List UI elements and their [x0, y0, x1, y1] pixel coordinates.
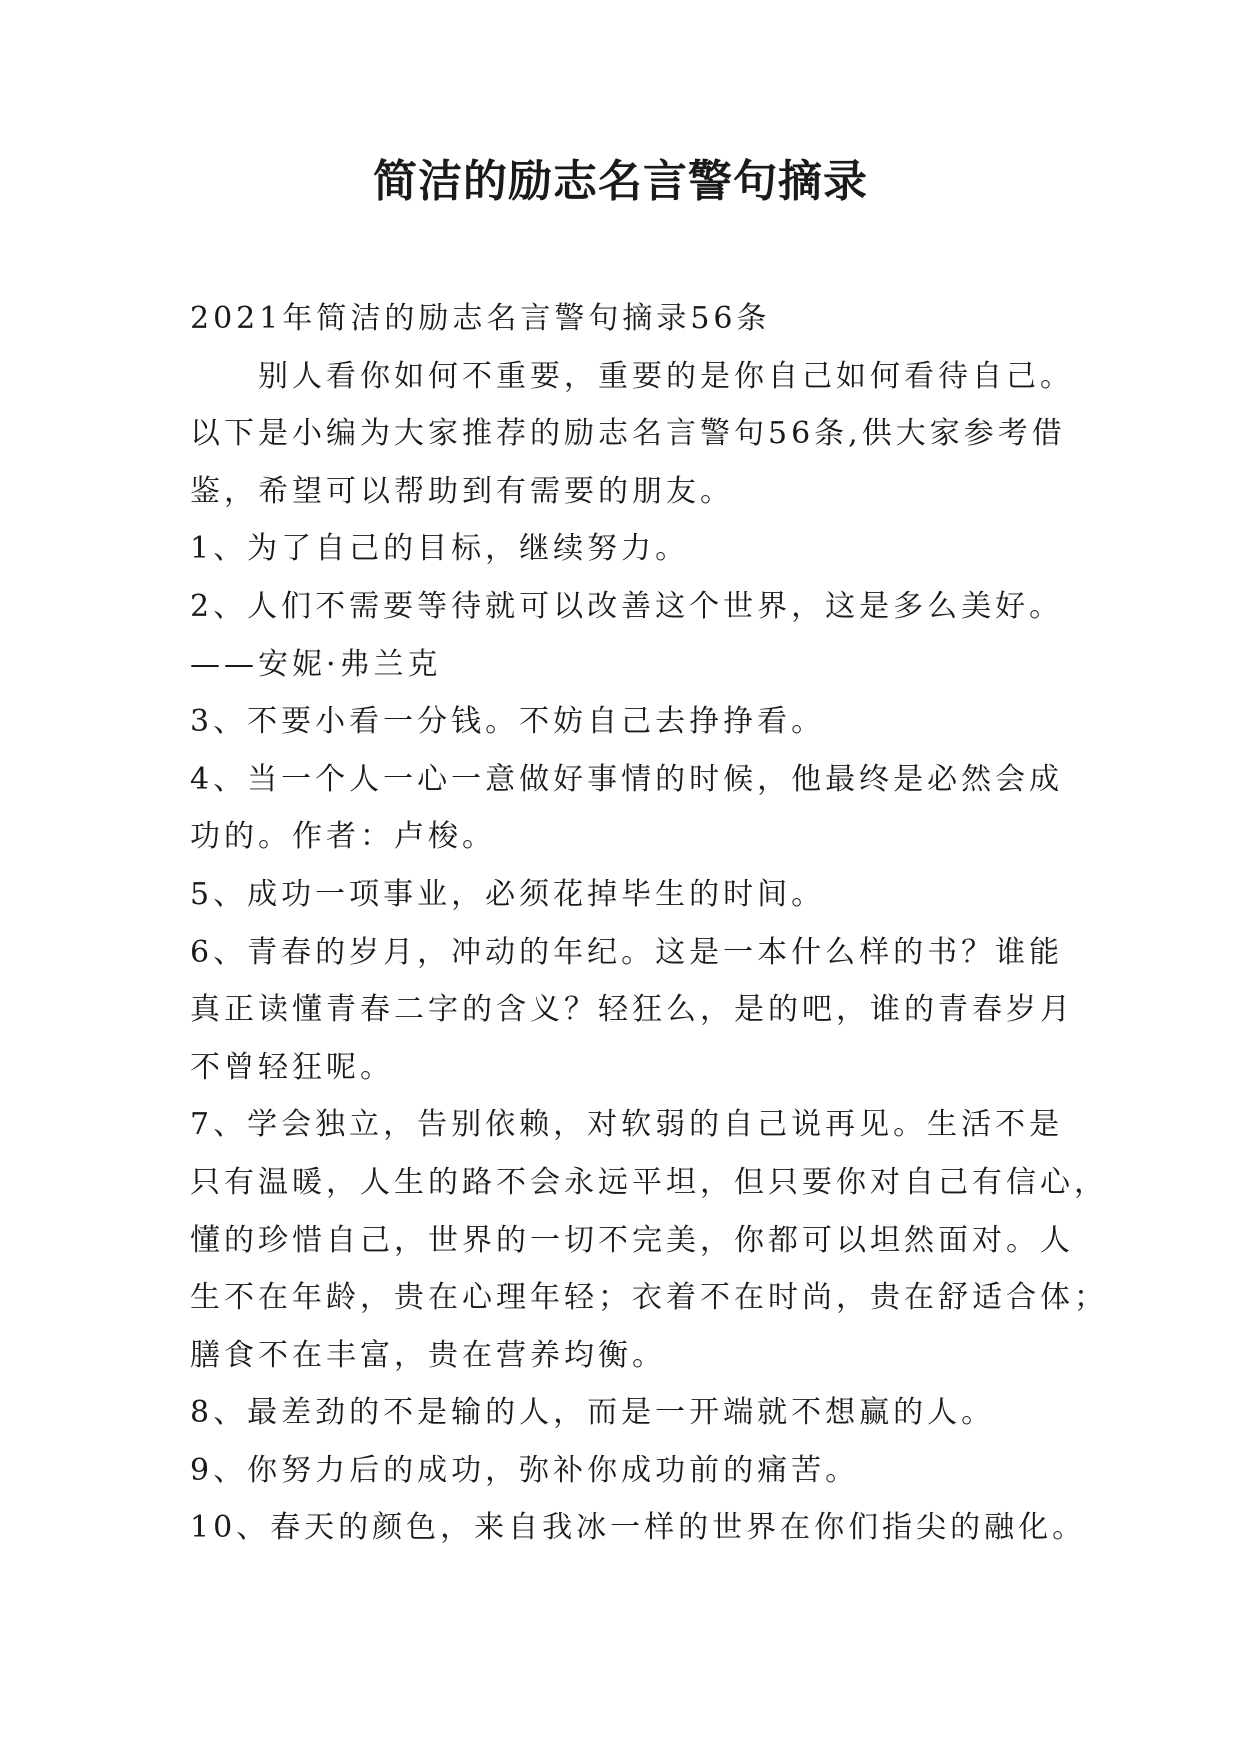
quote-line: 真正读懂青春二字的含义？轻狂么，是的吧，谁的青春岁月: [190, 992, 1074, 1028]
quote-line: 5、成功一项事业，必须花掉毕生的时间。: [190, 876, 826, 912]
quote-line: 懂的珍惜自己，世界的一切不完美，你都可以坦然面对。人: [190, 1222, 1074, 1258]
quote-line: 功的。作者：卢梭。: [190, 819, 496, 855]
intro-line: 以下是小编为大家推荐的励志名言警句56条,供大家参考借: [190, 416, 1066, 452]
subtitle-line: 2021年简洁的励志名言警句摘录56条: [190, 301, 771, 336]
quote-line: 4、当一个人一心一意做好事情的时候，他最终是必然会成: [190, 761, 1064, 797]
quote-author: ——安妮·弗兰克: [190, 646, 442, 682]
intro-line: 别人看你如何不重要，重要的是你自己如何看待自己。: [258, 358, 1074, 394]
quote-line: 只有温暖，人生的路不会永远平坦，但只要你对自己有信心，: [190, 1164, 1108, 1200]
quote-line: 8、最差劲的不是输的人，而是一开端就不想赢的人。: [190, 1395, 996, 1431]
quote-line: 7、学会独立，告别依赖，对软弱的自己说再见。生活不是: [190, 1107, 1064, 1143]
quote-line: 2、人们不需要等待就可以改善这个世界，这是多么美好。: [190, 588, 1064, 624]
document-body: [190, 290, 1108, 1557]
quote-line: 不曾轻狂呢。: [190, 1049, 394, 1085]
quote-line: 生不在年龄，贵在心理年轻；衣着不在时尚，贵在舒适合体；: [190, 1280, 1108, 1316]
intro-line: 鉴，希望可以帮助到有需要的朋友。: [190, 473, 734, 509]
quote-line: 3、不要小看一分钱。不妨自己去挣挣看。: [190, 704, 826, 740]
quote-line: 1、为了自己的目标，继续努力。: [190, 531, 690, 567]
quote-line: 6、青春的岁月，冲动的年纪。这是一本什么样的书？谁能: [190, 934, 1064, 970]
quote-line: 膳食不在丰富，贵在营养均衡。: [190, 1337, 666, 1373]
document-title: 简洁的励志名言警句摘录: [373, 156, 868, 207]
quote-line: 10、春天的颜色，来自我冰一样的世界在你们指尖的融化。: [190, 1510, 1087, 1546]
quote-line: 9、你努力后的成功，弥补你成功前的痛苦。: [190, 1452, 860, 1488]
